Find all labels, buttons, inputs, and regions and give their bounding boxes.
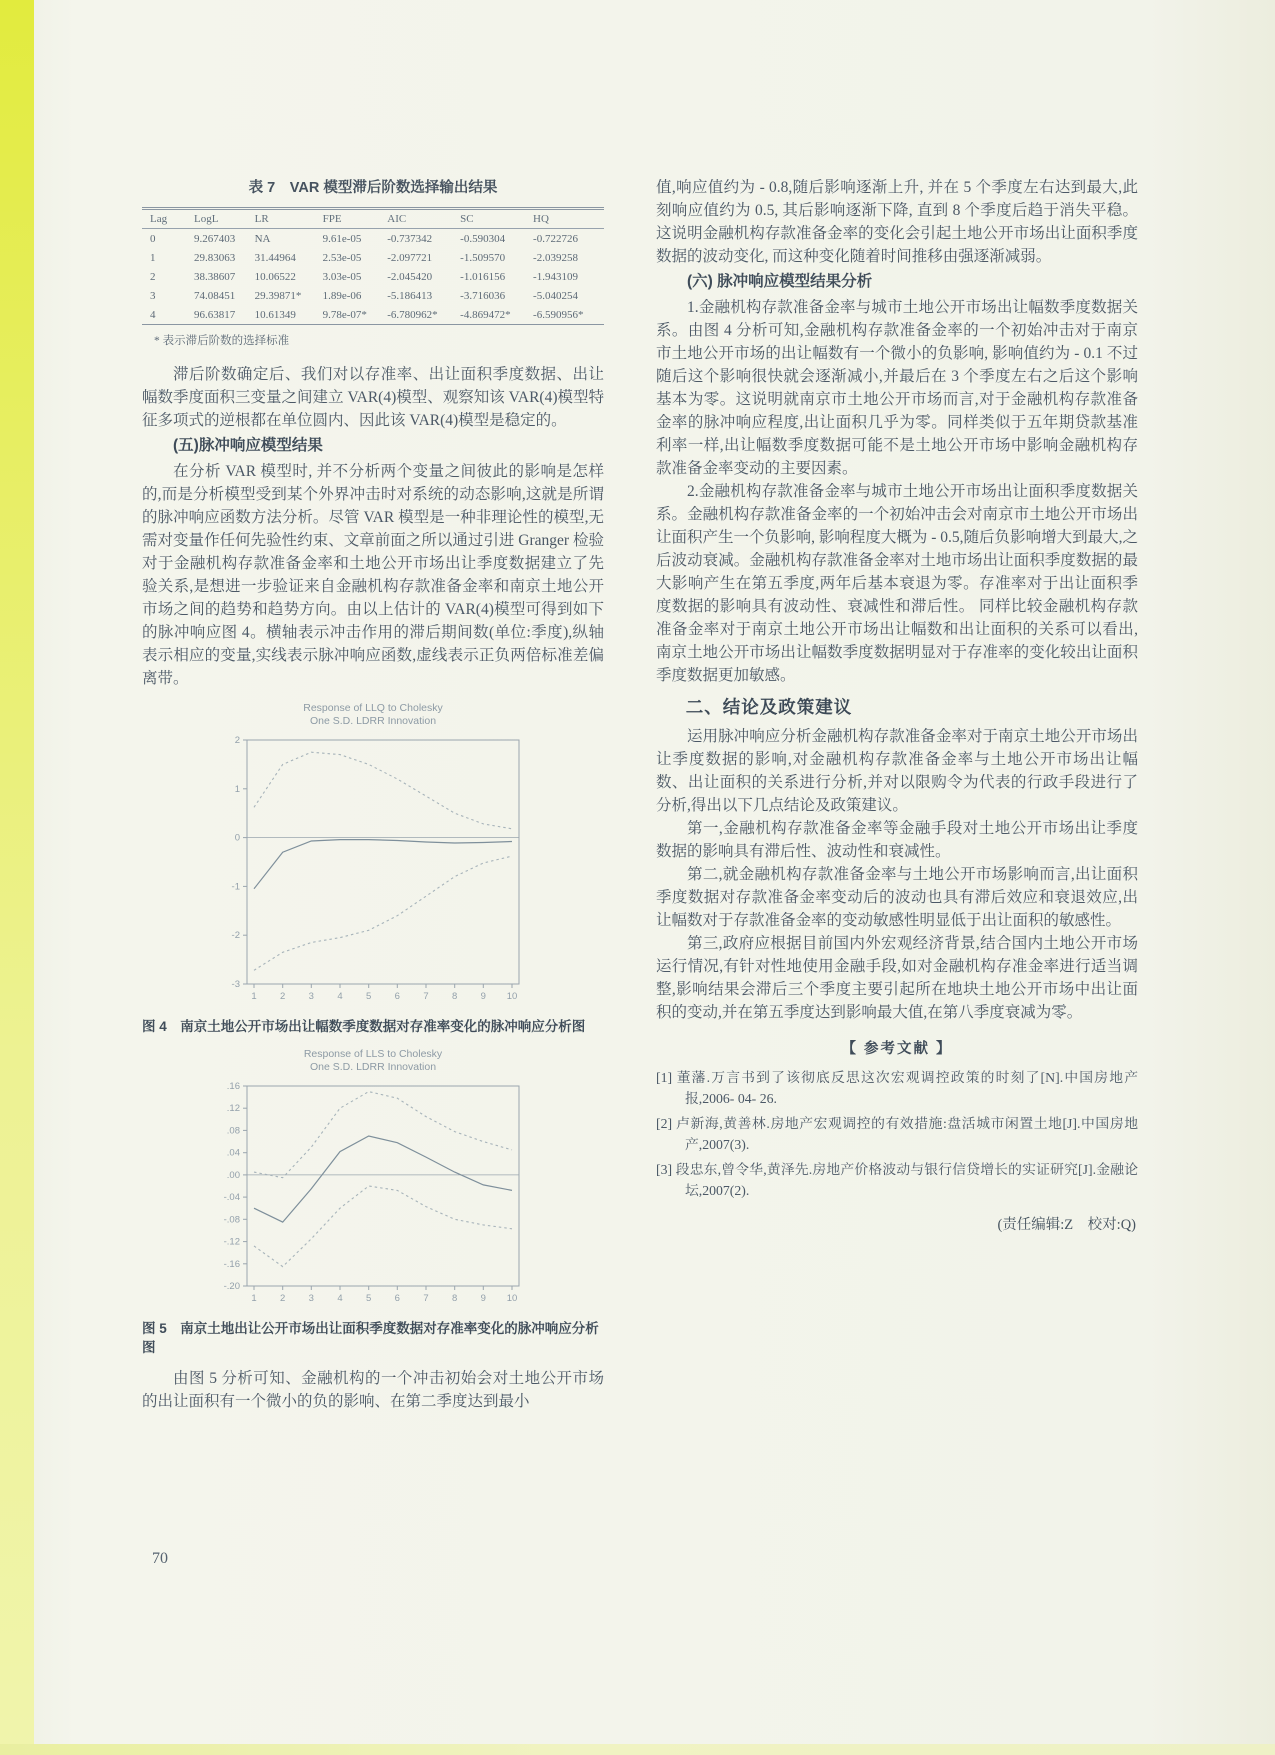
svg-text:-.08: -.08	[223, 1214, 240, 1226]
section-heading-5: (五)脉冲响应模型结果	[173, 437, 323, 454]
figure5-subtitle: One S.D. LDRR Innovation	[309, 1061, 437, 1073]
table-cell: 0	[150, 232, 156, 245]
svg-text:.04: .04	[226, 1147, 240, 1159]
svg-text:5: 5	[366, 1293, 372, 1304]
table-cell: 29.83063	[194, 251, 236, 264]
table-cell: -3.716036	[460, 289, 506, 302]
svg-text:4: 4	[337, 991, 343, 1002]
svg-text:1: 1	[234, 783, 240, 795]
right-column	[656, 176, 1138, 1234]
table-cell: 74.08451	[194, 289, 236, 302]
section-heading-conclusion: 二、结论及政策建议	[685, 697, 853, 717]
table-row	[142, 286, 604, 305]
reference-item: [1] 董藩.万言书到了该彻底反思这次宏观调控政策的时刻了[N].中国房地产报,2006- 04- 26.	[656, 1070, 1138, 1106]
paragraph-conclusion-2: 第二,就金融机构存款准备金率与土地公开市场影响而言,出让面积季度数据对存款准备金率变动后的波动也具有滞后效应和衰退效应,出让幅数对于存款准备金率的变动敏感性明显低于出让面积的敏感性。	[656, 866, 1138, 929]
table-cell: -0.722726	[533, 232, 578, 245]
table-header-cell: Lag	[142, 209, 192, 229]
editor-note: (责任编辑:Z 校对:Q)	[997, 1217, 1136, 1233]
table-cell: 3.03e-05	[322, 270, 362, 283]
table-header-cell: AIC	[385, 209, 458, 229]
svg-text:.16: .16	[226, 1081, 240, 1092]
scan-bottom-strip	[0, 1744, 1275, 1755]
table-cell: 9.78e-07*	[322, 308, 367, 321]
svg-text:10: 10	[506, 991, 518, 1002]
left-column	[142, 176, 604, 1413]
svg-text:.08: .08	[226, 1125, 240, 1137]
svg-text:7: 7	[423, 991, 429, 1002]
paragraph-continuation: 值,响应值约为 - 0.8,随后影响逐渐上升, 并在 5 个季度左右达到最大,此刻响应值约为 0.5, 其后影响逐渐下降, 直到 8 个季度后趋于消失平稳。这说明金融机构存款准备金率的变化会引起土地公开市场出让面积季度数据的波动变化, 而这种变化随着时间推移由强逐渐减弱。	[656, 179, 1138, 265]
table-cell: -2.039258	[533, 251, 578, 264]
reference-item: [2] 卢新海,黄善林.房地产宏观调控的有效措施:盘活城市闲置土地[J].中国房地产,2007(3).	[656, 1116, 1138, 1152]
svg-text:9: 9	[480, 991, 486, 1002]
table-cell: 29.39871*	[254, 289, 302, 302]
table-header-cell: LogL	[192, 209, 253, 229]
svg-text:-.20: -.20	[223, 1281, 240, 1292]
reference-item: [3] 段忠东,曾令华,黄泽先.房地产价格波动与银行信贷增长的实证研究[J].金融论坛,2007(2).	[656, 1162, 1138, 1198]
table-cell: -4.869472*	[460, 308, 511, 321]
paragraph-fig5-analysis: 由图 5 分析可知、金融机构的一个冲击初始会对土地公开市场的出让面积有一个微小的负的影响、在第二季度达到最小	[142, 1370, 604, 1410]
svg-text:2: 2	[280, 1293, 286, 1304]
table-cell: 4	[150, 308, 156, 321]
references-heading: 【 参考文献 】	[841, 1041, 953, 1057]
svg-text:-2: -2	[231, 930, 240, 942]
svg-text:4: 4	[337, 1293, 343, 1304]
svg-text:6: 6	[394, 1293, 400, 1304]
svg-text:.00: .00	[226, 1169, 240, 1181]
lag-selection-table	[142, 207, 604, 325]
table-cell: 2.53e-05	[322, 251, 362, 264]
figure5-title: Response of LLS to Cholesky	[303, 1048, 443, 1060]
svg-text:1: 1	[251, 1293, 257, 1304]
table-cell: 3	[150, 289, 156, 302]
table-cell: 9.61e-05	[322, 232, 362, 245]
figure5-caption: 图 5 南京土地出让公开市场出让面积季度数据对存准率变化的脉冲响应分析图	[142, 1321, 599, 1355]
lag-table-body	[142, 229, 604, 325]
paragraph-lag-order: 滞后阶数确定后、我们对以存准率、出让面积季度数据、出让幅数季度面积三变量之间建立 VAR(4)模型、观察知该 VAR(4)模型特征多项式的逆根都在单位圆内、因此该 VAR(4)模型是稳定的。	[142, 366, 604, 429]
table-cell: -1.943109	[533, 270, 578, 283]
table-cell: -2.045420	[387, 270, 433, 283]
table-cell: 9.267403	[194, 232, 236, 245]
svg-text:10: 10	[506, 1293, 518, 1304]
table-row	[142, 229, 604, 249]
table-cell: 1	[150, 251, 156, 264]
table-cell: 31.44964	[254, 251, 296, 264]
svg-text:3: 3	[308, 991, 314, 1002]
svg-text:0: 0	[234, 832, 240, 844]
table-cell: 96.63817	[194, 308, 236, 321]
svg-text:9: 9	[480, 1293, 486, 1304]
svg-text:2: 2	[280, 991, 286, 1002]
svg-text:7: 7	[423, 1293, 429, 1304]
svg-text:5: 5	[366, 991, 372, 1002]
svg-text:-3: -3	[231, 979, 240, 990]
svg-text:3: 3	[308, 1293, 314, 1304]
paragraph-conclusion-3: 第三,政府应根据目前国内外宏观经济背景,结合国内土地公开市场运行情况,有针对性地使用金融手段,如对金融机构存准金率进行适当调整,影响结果会滞后三个季度主要引起所在地块土地公开市场中出让面积的变动,并在第五季度达到影响最大值,在第八季度衰减为零。	[656, 935, 1138, 1021]
table7-title: 表 7 VAR 模型滞后阶数选择输出结果	[248, 180, 498, 196]
references-list	[656, 1067, 1138, 1201]
table-cell: -5.040254	[533, 289, 578, 302]
table-row	[142, 305, 604, 325]
table-cell: 2	[150, 270, 156, 283]
table7-footnote: * 表示滞后阶数的选择标准	[154, 335, 290, 347]
scan-edge-strip	[0, 0, 34, 1755]
figure5-plot	[203, 1078, 543, 1315]
table-cell: -1.016156	[460, 270, 506, 283]
table-cell: 10.61349	[254, 308, 296, 321]
table-cell: -0.737342	[387, 232, 433, 245]
svg-text:1: 1	[251, 991, 257, 1002]
table-cell: -6.590956*	[533, 308, 584, 321]
table-cell: -6.780962*	[387, 308, 438, 321]
figure4-plot	[203, 732, 543, 1013]
table-header-cell: SC	[458, 209, 531, 229]
figure5-block	[203, 1048, 543, 1315]
table-cell: -5.186413	[387, 289, 433, 302]
svg-text:-.04: -.04	[223, 1192, 240, 1204]
paragraph-conclusion-1: 第一,金融机构存款准备金率等金融手段对土地公开市场出让季度数据的影响具有滞后性、波动性和衰减性。	[656, 820, 1138, 860]
figure4-block	[203, 702, 543, 1013]
table-cell: -1.509570	[460, 251, 506, 264]
svg-text:-1: -1	[231, 881, 240, 893]
table-header-cell: FPE	[321, 209, 386, 229]
svg-text:.12: .12	[226, 1103, 240, 1115]
table-cell: -0.590304	[460, 232, 506, 245]
figure4-title: Response of LLQ to Cholesky	[303, 702, 443, 714]
table-cell: -2.097721	[387, 251, 433, 264]
svg-text:8: 8	[452, 1293, 458, 1304]
paragraph-var-analysis: 在分析 VAR 模型时, 并不分析两个变量之间彼此的影响是怎样的,而是分析模型受到某个外界冲击时对系统的动态影响,这就是所谓的脉冲响应函数方法分析。尽管 VAR 模型是一种非理论性的模型,无需对变量作任何先验性约束、文章前面之所以通过引进 Granger 检验对于金融机构存款准备金率和土地公开市场出让季度数据建立了先验关系,是想进一步验证来自金融机构存款准备金率和南京土地公开市场之间的趋势和趋势方向。由以上估计的 VAR(4)模型可得到如下的脉冲响应图 4。横轴表示冲击作用的滞后期间数(单位:季度),纵轴表示相应的变量,实线表示脉冲响应函数,虚线表示正负两倍标准差偏离带。	[142, 463, 604, 687]
table-cell: 1.89e-06	[322, 289, 362, 302]
table-header-row	[142, 209, 604, 229]
page-number: 70	[152, 1550, 168, 1567]
figure4-subtitle: One S.D. LDRR Innovation	[309, 715, 437, 727]
section-heading-6: (六) 脉冲响应模型结果分析	[687, 273, 873, 290]
table-cell: NA	[254, 232, 271, 245]
svg-text:-.16: -.16	[223, 1258, 240, 1270]
paragraph-point2: 2.金融机构存款准备金率与城市土地公开市场出让面积季度数据关系。金融机构存款准备金率的一个初始冲击会对南京市土地公开市场出让面积产生一个负影响, 影响程度大概为 - 0.5,随后负影响增大到最大,之后波动衰减。金融机构存款准备金率对土地市场出让面积季度数据的最大影响产生在第五季度,两年后基本衰退为零。存准率对于出让面积季度数据的影响具有波动性、衰减性和滞后性。 同样比较金融机构存款准备金率对于南京土地公开市场出让幅数和出让面积的关系可以看出,南京土地公开市场出让幅数季度数据明显对于存准率的变化较出让面积季度数据更加敏感。	[656, 483, 1138, 684]
svg-text:-.12: -.12	[223, 1236, 240, 1248]
paragraph-conclusion-intro: 运用脉冲响应分析金融机构存款准备金率对于南京土地公开市场出让季度数据的影响,对金融机构存款准备金率与土地公开市场出让幅数、出让面积的关系进行分析,并对以限购令为代表的行政手段进行了分析,得出以下几点结论及政策建议。	[656, 728, 1138, 814]
figure4-caption: 图 4 南京土地公开市场出让幅数季度数据对存准率变化的脉冲响应分析图	[142, 1019, 586, 1034]
table-row	[142, 267, 604, 286]
table-row	[142, 248, 604, 267]
table-cell: 10.06522	[254, 270, 296, 283]
table-header-cell: HQ	[531, 209, 604, 229]
paragraph-point1: 1.金融机构存款准备金率与城市土地公开市场出让幅数季度数据关系。由图 4 分析可知,金融机构存款准备金率的一个初始冲击对于南京市土地公开市场的出让幅数有一个微小的负影响, 影响值约为 - 0.1 不过随后这个影响很快就会逐渐减小,并最后在 3 个季度左右之后这个影响基本为零。这说明就南京市土地公开市场而言,对于金融机构存款准备金率的脉冲响应程度,出让面积几乎为零。同样类似于五年期贷款基准利率一样,出让幅数季度数据可能不是土地公开市场中影响金融机构存款准备金率变动的主要因素。	[656, 299, 1138, 477]
table-cell: 38.38607	[194, 270, 236, 283]
svg-text:8: 8	[452, 991, 458, 1002]
svg-text:6: 6	[394, 991, 400, 1002]
svg-text:2: 2	[234, 735, 240, 746]
table-header-cell: LR	[253, 209, 321, 229]
